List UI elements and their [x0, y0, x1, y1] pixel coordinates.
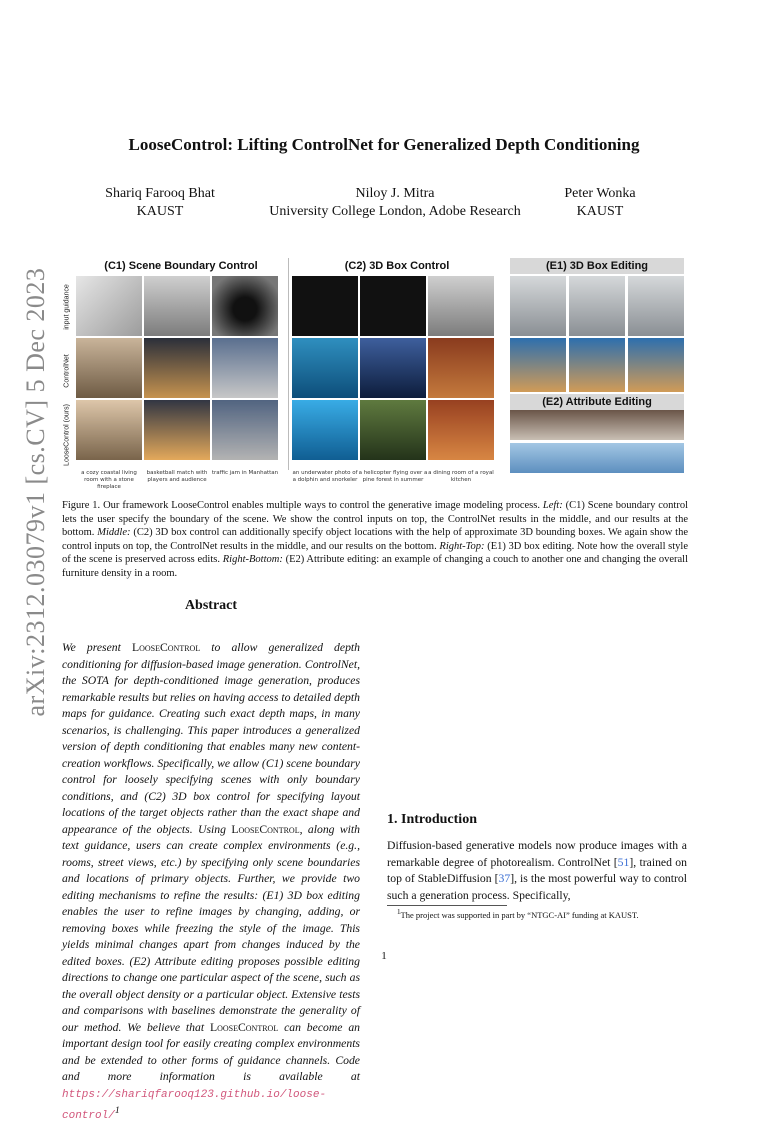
figure-image: [628, 338, 684, 392]
footnote: $^1$The project was supported in part by “NTGC-AI” funding at KAUST.: [397, 908, 639, 920]
prompt-caption: a dining room of a royal kitchen: [428, 470, 494, 483]
figure-image: [212, 400, 278, 460]
figure-image: [76, 400, 142, 460]
figure-image: [510, 443, 684, 473]
prompt-caption: a helicopter flying over a pine forest in summer: [358, 470, 428, 483]
author-affiliation: KAUST: [576, 204, 624, 219]
section-heading-introduction: 1. Introduction: [387, 812, 477, 827]
author-3: [545, 185, 655, 221]
project-url-link[interactable]: https://shariqfarooq123.github.io/loose-control/: [62, 1088, 327, 1122]
figure-image: [428, 276, 494, 336]
panel-divider: [288, 258, 289, 470]
figure-image: [360, 276, 426, 336]
figure-image: [212, 276, 278, 336]
footnote-rule: [387, 905, 507, 906]
author-name: Shariq Farooq Bhat: [105, 186, 215, 201]
figure-image: [569, 338, 625, 392]
arxiv-identifier: arXiv:2312.03079v1 [cs.CV] 5 Dec 2023: [21, 267, 50, 717]
panel-title-c1: (C1) Scene Boundary Control: [104, 260, 258, 272]
figure-image: [428, 338, 494, 398]
figure-image: [360, 400, 426, 460]
figure-image: [76, 276, 142, 336]
figure-image: [212, 338, 278, 398]
figure-image: [292, 338, 358, 398]
row-label-ours: LooseControl (ours): [63, 404, 71, 466]
figure-image: [144, 276, 210, 336]
figure-image: [292, 400, 358, 460]
figure-image: [360, 338, 426, 398]
prompt-caption: an underwater photo of a dolphin and snorkeler: [292, 470, 358, 483]
abstract-heading: Abstract: [184, 598, 238, 613]
author-affiliation: KAUST: [136, 204, 184, 219]
figure-image: [628, 276, 684, 336]
panel-title-c2: (C2) 3D Box Control: [344, 260, 450, 272]
figure-image: [510, 410, 684, 440]
introduction-text: Diffusion-based generative models now produce images with a remarkable degree of photorealism. ControlNet [51], trained on top of StableDiffusion [37], is the most powerful way to control such a generation process. Specifically,: [387, 839, 687, 902]
figure-image: [510, 276, 566, 336]
figure-image: [144, 338, 210, 398]
paper-title: LooseControl: Lifting ControlNet for Generalized Depth Conditioning: [128, 135, 640, 154]
author-affiliation: University College London, Adobe Research: [269, 204, 521, 219]
author-2: [240, 185, 550, 221]
citation-link[interactable]: 37: [498, 872, 511, 885]
abstract-text: We present LooseControl to allow generalized depth conditioning for diffusion-based image generation. ControlNet, the SOTA for depth-conditioned image generation, produces remarkable results but relies on having access to detailed depth maps for guidance. Creating such exact depth maps, in many scenarios, is challenging. This paper introduces a generalized version of depth conditioning that enables many new content-creation workflows. Specifically, we allow (C1) scene boundary control for loosely specifying scenes with only boundary conditions, and (C2) 3D box control for specifying layout locations of the target objects rather than the exact shape and appearance of the objects. Using LooseControl, along with text guidance, users can create complex environments (e.g., rooms, street views, etc.) by specifying only scene boundaries and locations of primary objects. Further, we provide two editing mechanisms to refine the results: (E1) 3D box editing enables the user to refine images by changing, adding, or removing boxes while freezing the style of the image. This yields minimal changes apart from changes induced by the edited boxes. (E2) Attribute editing proposes possible editing directions to change one particular aspect of the scene, such as the overall object density or a particular object. Extensive tests and comparisons with baselines demonstrate the generality of our method. We believe that LooseControl can become an important design tool for easily creating complex environments and be extended to other forms of guidance channels. Code and more information is available at https://shariqfarooq123.github.io/loose-control/$^1$: [62, 641, 361, 1122]
citation-link[interactable]: 51: [617, 855, 630, 869]
figure-image: [510, 338, 566, 392]
row-label-controlnet: ControlNet: [63, 354, 71, 388]
figure-caption: Figure 1. Our framework LooseControl enables multiple ways to control the generative image modeling process. Left: (C1) Scene boundary control lets the user specify the boundary of the scene. We show the control inputs on top, the ControlNet results in the middle, and our results at the bottom. Middle: (C2) 3D box control can additionally specify object locations with the help of approximate 3D bounding boxes. We again show the control inputs on top, the ControlNet results in the middle, and our results on the bottom. Right-Top: (E1) 3D box editing. Note how the overall style of the scene is preserved across edits. Right-Bottom: (E2) Attribute editing: an example of changing a couch to another one and changing the overall furniture density in a room.: [62, 500, 689, 579]
author-name: Peter Wonka: [564, 186, 636, 201]
figure-image: [292, 276, 358, 336]
figure-image: [428, 400, 494, 460]
figure-image: [76, 338, 142, 398]
author-1: [80, 185, 240, 221]
panel-title-e2: (E2) Attribute Editing: [510, 394, 684, 410]
figure-1: [62, 258, 684, 490]
prompt-caption: traffic jam in Manhattan: [211, 470, 279, 476]
row-label-input: input guidance: [63, 284, 71, 330]
author-name: Niloy J. Mitra: [355, 186, 435, 201]
page-number: 1: [381, 950, 387, 962]
panel-title-e1: (E1) 3D Box Editing: [510, 258, 684, 274]
figure-image: [144, 400, 210, 460]
prompt-caption: a cozy coastal living room with a stone fireplace: [81, 470, 137, 490]
figure-image: [569, 276, 625, 336]
prompt-caption: basketball match with players and audience: [146, 470, 208, 483]
